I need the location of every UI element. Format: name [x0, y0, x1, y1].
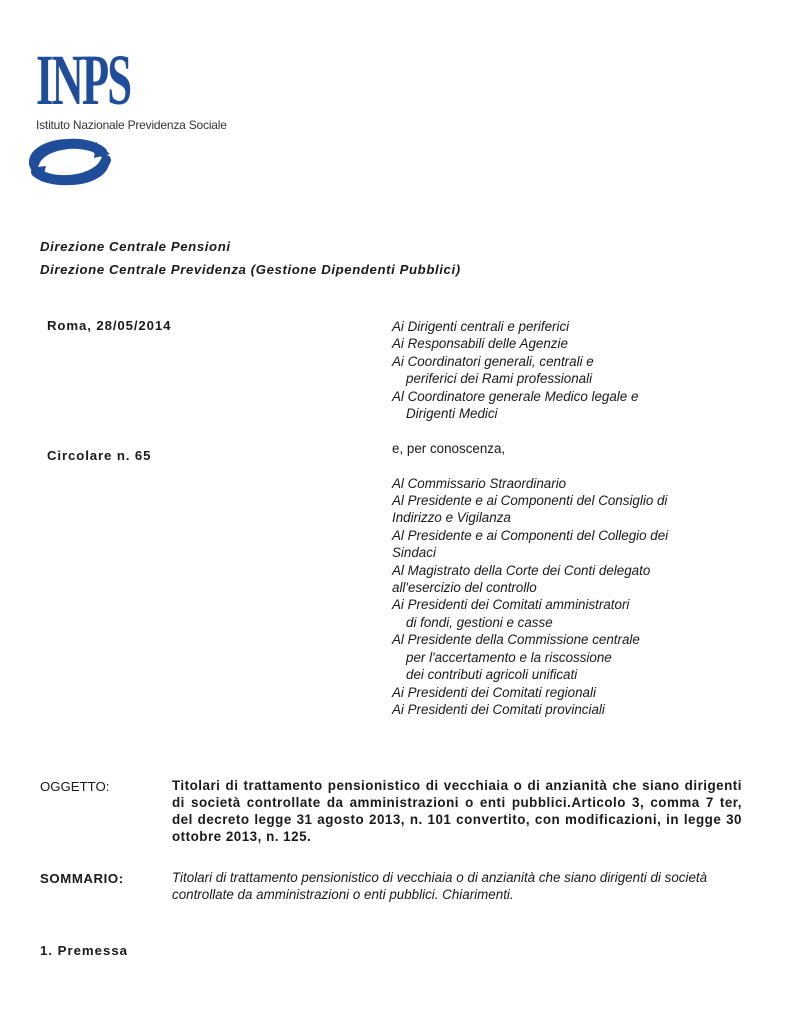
- subject-label: OGGETTO:: [40, 779, 110, 794]
- recipient-line: Al Presidente e ai Componenti del Collegio dei: [392, 527, 669, 543]
- recipient-line: Indirizzo e Vigilanza: [392, 510, 511, 526]
- inps-logo-wordmark: INPS: [36, 40, 131, 120]
- summary-text: Titolari di trattamento pensionistico di vecchiaia o di anzianità che siano dirigenti di società controllate da amministrazioni o enti pubblici. Chiarimenti.: [172, 870, 708, 902]
- recipient-line: Al Commissario Straordinario: [392, 475, 567, 491]
- recipient-line: di fondi, gestioni e casse: [406, 614, 553, 630]
- recipient-line: Sindaci: [392, 545, 436, 561]
- place-date: Roma, 28/05/2014: [47, 318, 172, 333]
- summary-label: SOMMARIO:: [40, 871, 124, 886]
- inps-swirl-logo-icon: [26, 136, 112, 193]
- recipient-line: Ai Coordinatori generali, centrali e: [392, 353, 594, 369]
- recipient-line: per l'accertamento e la riscossione: [406, 649, 612, 665]
- circular-number: Circolare n. 65: [47, 448, 152, 463]
- logo-subtitle: Istituto Nazionale Previdenza Sociale: [36, 118, 227, 132]
- department-line: Direzione Centrale Previdenza (Gestione Dipendenti Pubblici): [40, 262, 461, 277]
- recipient-line: Al Presidente e ai Componenti del Consiglio di: [392, 493, 668, 509]
- recipient-line: Al Coordinatore generale Medico legale e: [392, 388, 639, 404]
- for-info-label: e, per conoscenza,: [392, 440, 506, 456]
- recipient-line: Ai Presidenti dei Comitati provinciali: [392, 701, 605, 717]
- recipient-line: Ai Responsabili delle Agenzie: [392, 336, 568, 352]
- recipient-line: Ai Presidenti dei Comitati regionali: [392, 684, 596, 700]
- recipients-list: [392, 318, 752, 718]
- recipient-line: Dirigenti Medici: [406, 406, 498, 422]
- department-line: Direzione Centrale Pensioni: [40, 239, 231, 254]
- recipient-line: Ai Presidenti dei Comitati amministratori: [392, 597, 630, 613]
- recipient-line: all'esercizio del controllo: [392, 580, 537, 596]
- recipient-line: periferici dei Rami professionali: [406, 371, 593, 387]
- subject-text: Titolari di trattamento pensionistico di vecchiaia o di anzianità che siano dirigenti di società controllate da amministrazioni o enti pubblici.Articolo 3, comma 7 ter, del decreto legge 31 agosto 2013, n. 101 convertito, con modificazioni, in legge 30 ottobre 2013, n. 125.: [172, 778, 742, 844]
- recipient-line: Al Magistrato della Corte dei Conti delegato: [392, 562, 651, 578]
- recipient-line: Al Presidente della Commissione centrale: [392, 632, 640, 648]
- recipient-line: dei contributi agricoli unificati: [406, 667, 578, 683]
- recipient-line: Ai Dirigenti centrali e periferici: [392, 319, 570, 334]
- section-heading: 1. Premessa: [40, 943, 128, 958]
